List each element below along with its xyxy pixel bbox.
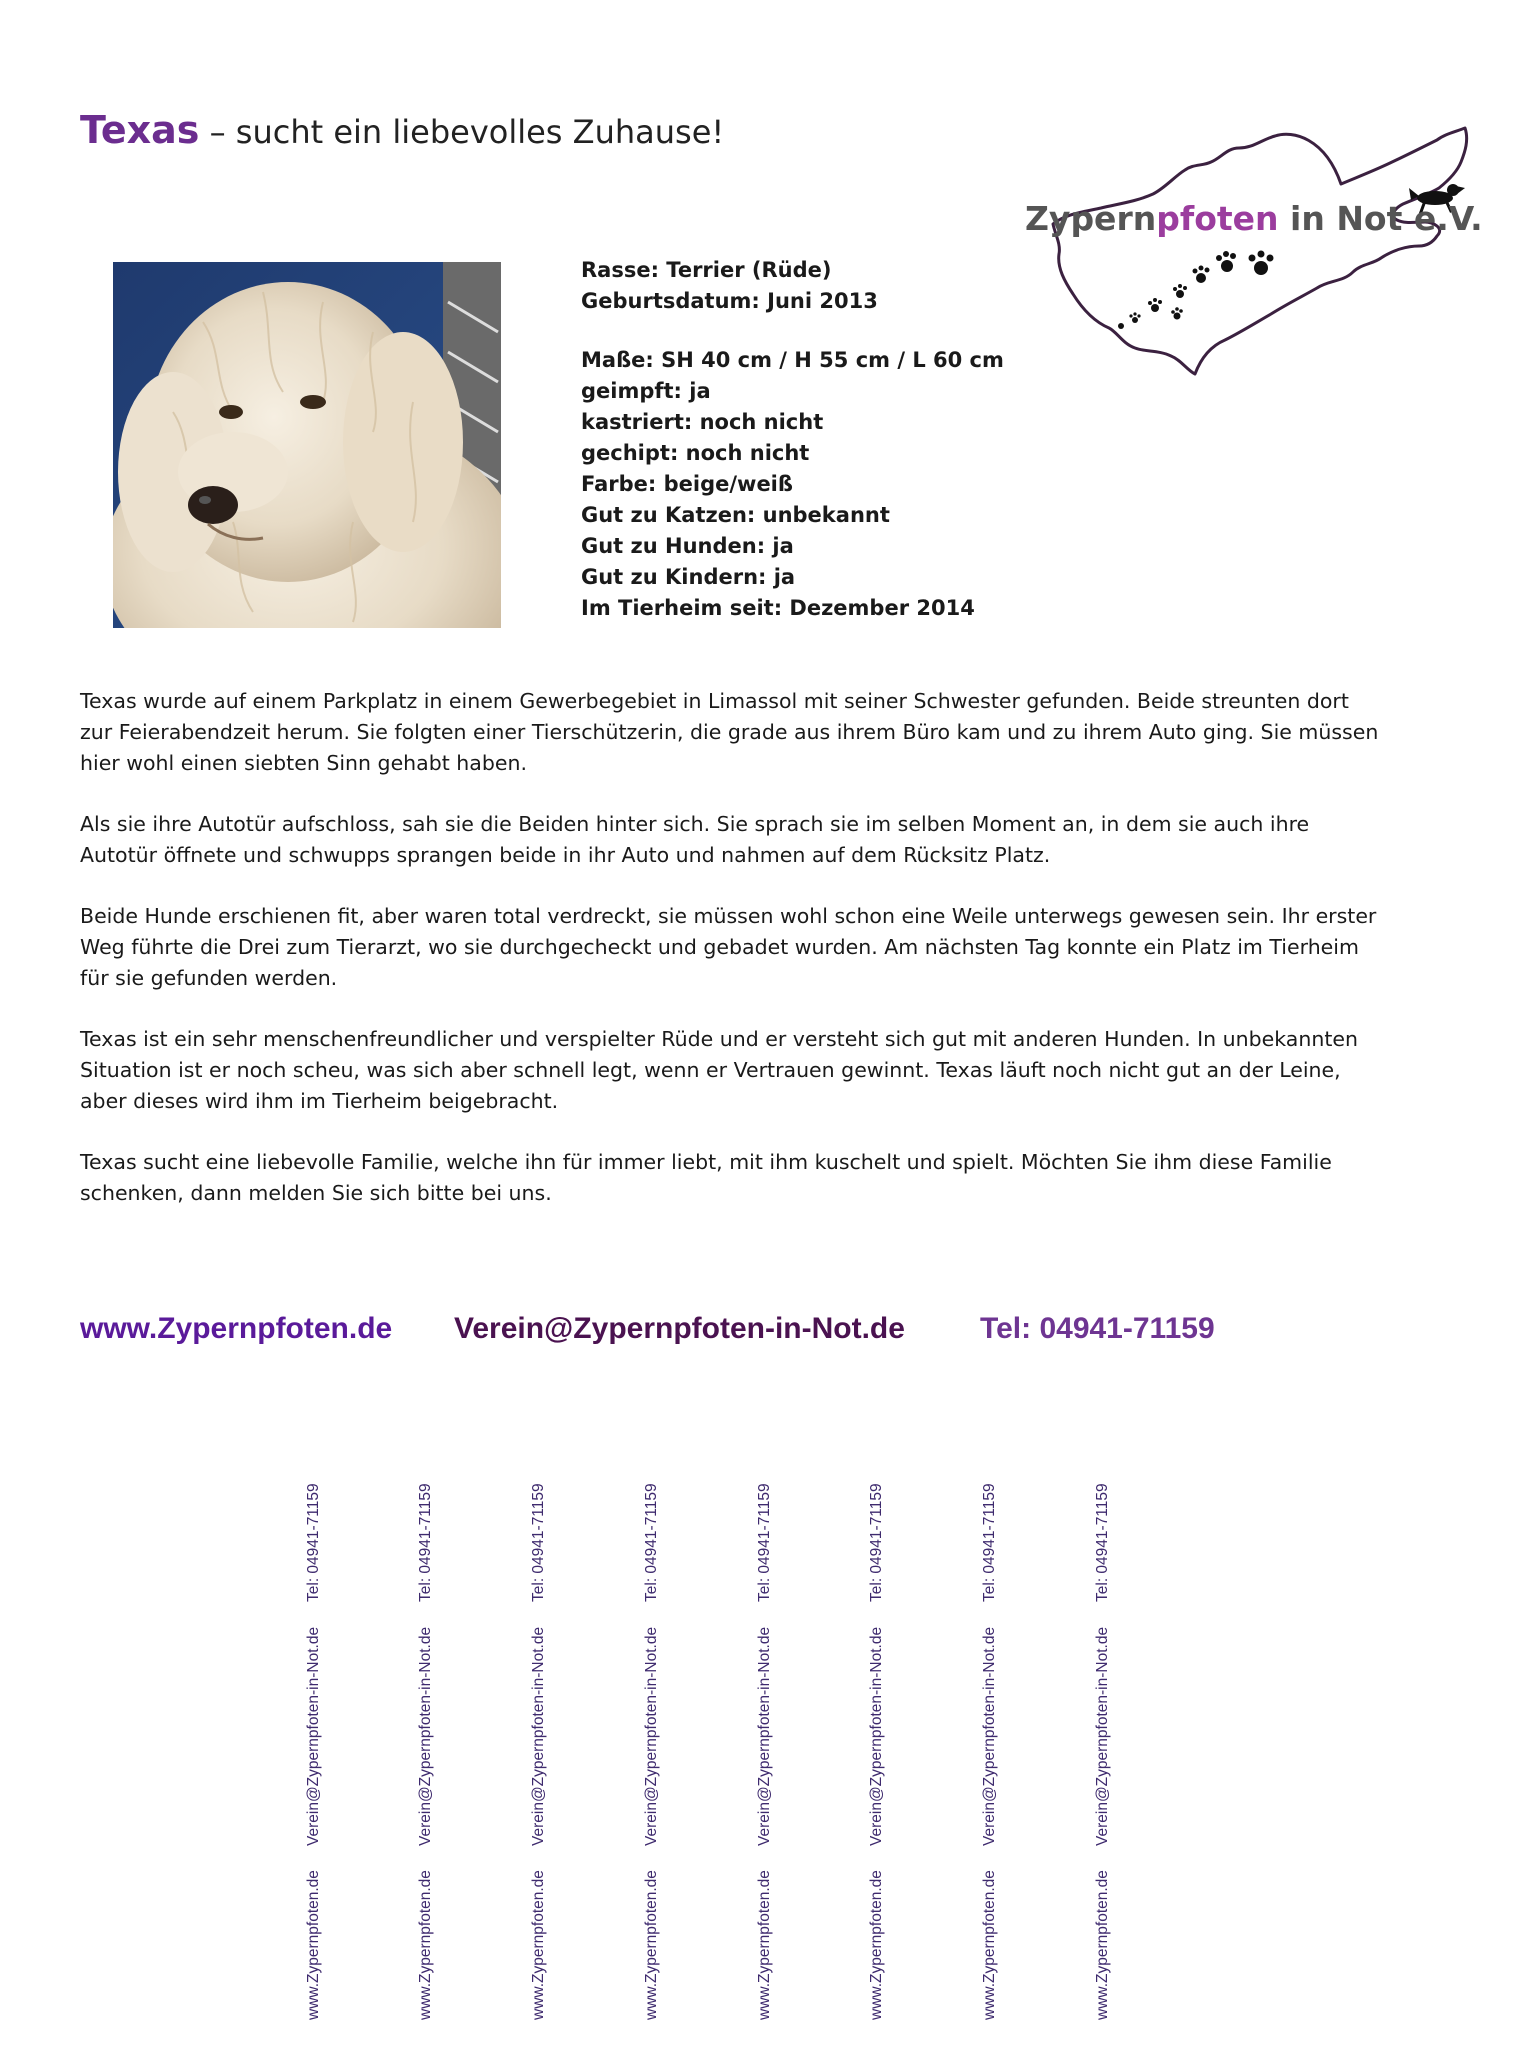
story-paragraph: Texas ist ein sehr menschenfreundlicher und verspielter Rüde und er versteht sich gut mit anderen Hunden. In unbekannten Situation ist er noch scheu, was sich aber schnell legt, wenn er Vertrauen gewinnt. Texas läuft noch nicht gut an der Leine, aber dieses wird ihm im Tierheim beigebracht. xyxy=(80,1027,1358,1113)
strip-tel: Tel: 04941-71159 xyxy=(1094,1483,1111,1602)
white-terrier-dog-icon xyxy=(113,262,501,628)
paw-prints-icon xyxy=(1118,251,1274,330)
dog-facts xyxy=(581,255,1004,624)
fact-hunden: Gut zu Hunden: ja xyxy=(581,534,794,558)
logo-text-pfoten: pfoten xyxy=(1156,199,1279,238)
page-title xyxy=(80,108,724,152)
facts-spacer xyxy=(581,317,1004,345)
strip-email: Verein@Zypernpfoten-in-Not.de xyxy=(868,1626,885,1846)
tear-off-strip[interactable] xyxy=(417,1483,441,2028)
tear-off-strip[interactable] xyxy=(1094,1483,1118,2028)
strip-website: www.Zypernpfoten.de xyxy=(530,1870,547,2020)
strip-tel: Tel: 04941-71159 xyxy=(756,1483,773,1602)
strip-website: www.Zypernpfoten.de xyxy=(868,1870,885,2020)
strip-email: Verein@Zypernpfoten-in-Not.de xyxy=(305,1626,322,1846)
strip-email: Verein@Zypernpfoten-in-Not.de xyxy=(981,1626,998,1846)
tear-off-strip[interactable] xyxy=(305,1483,329,2028)
strip-tel: Tel: 04941-71159 xyxy=(868,1483,885,1602)
tear-off-strip[interactable] xyxy=(756,1483,780,2028)
fact-farbe: Farbe: beige/weiß xyxy=(581,472,793,496)
story-paragraph: Texas sucht eine liebevolle Familie, welche ihn für immer liebt, mit ihm kuschelt und spielt. Möchten Sie ihm diese Familie schenken, dann melden Sie sich bitte bei uns. xyxy=(80,1150,1332,1205)
organization-logo xyxy=(1025,118,1480,380)
logo-text-zypern: Zypern xyxy=(1025,199,1157,238)
strip-email: Verein@Zypernpfoten-in-Not.de xyxy=(643,1626,660,1846)
fact-geburtsdatum: Geburtsdatum: Juni 2013 xyxy=(581,289,878,313)
fact-tierheim: Im Tierheim seit: Dezember 2014 xyxy=(581,596,975,620)
strip-website: www.Zypernpfoten.de xyxy=(1094,1870,1111,2020)
strip-email: Verein@Zypernpfoten-in-Not.de xyxy=(1094,1626,1111,1846)
phone-number: Tel: 04941-71159 xyxy=(980,1312,1215,1345)
fact-rasse: Rasse: Terrier (Rüde) xyxy=(581,258,832,282)
strip-email: Verein@Zypernpfoten-in-Not.de xyxy=(530,1626,547,1846)
strip-tel: Tel: 04941-71159 xyxy=(981,1483,998,1602)
tear-off-strip[interactable] xyxy=(981,1483,1005,2028)
strip-email: Verein@Zypernpfoten-in-Not.de xyxy=(756,1626,773,1846)
title-tagline: – sucht ein liebevolles Zuhause! xyxy=(199,113,725,151)
fact-kindern: Gut zu Kindern: ja xyxy=(581,565,796,589)
cyprus-map-logo-icon xyxy=(1025,118,1480,380)
strip-tel: Tel: 04941-71159 xyxy=(417,1483,434,1602)
strip-tel: Tel: 04941-71159 xyxy=(305,1483,322,1602)
logo-text-in-not: in Not e.V. xyxy=(1278,199,1480,238)
strip-email: Verein@Zypernpfoten-in-Not.de xyxy=(417,1626,434,1846)
website-link[interactable]: www.Zypernpfoten.de xyxy=(80,1312,393,1345)
email-link[interactable]: Verein@Zypernpfoten-in-Not.de xyxy=(454,1312,905,1345)
tear-off-strip[interactable] xyxy=(643,1483,667,2028)
tear-off-strip[interactable] xyxy=(868,1483,892,2028)
strip-website: www.Zypernpfoten.de xyxy=(756,1870,773,2020)
fact-masse: Maße: SH 40 cm / H 55 cm / L 60 cm xyxy=(581,348,1004,372)
strip-tel: Tel: 04941-71159 xyxy=(643,1483,660,1602)
story-paragraph: Texas wurde auf einem Parkplatz in einem Gewerbegebiet in Limassol mit seiner Schwester gefunden. Beide streunten dort zur Feierabendzeit herum. Sie folgten einer Tierschützerin, die grade aus ihrem Büro kam und zu ihrem Auto ging. Sie müssen hier wohl einen siebten Sinn gehabt haben. xyxy=(80,689,1379,775)
svg-text:Zypernpfoten in Not e.V. xyxy=(1025,199,1480,238)
dog-name: Texas xyxy=(80,108,200,152)
fact-kastriert: kastriert: noch nicht xyxy=(581,410,824,434)
strip-website: www.Zypernpfoten.de xyxy=(981,1870,998,2020)
strip-website: www.Zypernpfoten.de xyxy=(643,1870,660,2020)
strip-tel: Tel: 04941-71159 xyxy=(530,1483,547,1602)
fact-katzen: Gut zu Katzen: unbekannt xyxy=(581,503,890,527)
strip-website: www.Zypernpfoten.de xyxy=(417,1870,434,2020)
fact-gechipt: gechipt: noch nicht xyxy=(581,441,810,465)
fact-geimpft: geimpft: ja xyxy=(581,379,711,403)
tear-off-strip[interactable] xyxy=(530,1483,554,2028)
dog-story xyxy=(80,686,1380,1239)
tear-off-strips xyxy=(0,1483,1536,2028)
strip-website: www.Zypernpfoten.de xyxy=(305,1870,322,2020)
story-paragraph: Als sie ihre Autotür aufschloss, sah sie die Beiden hinter sich. Sie sprach sie im selben Moment an, in dem sie auch ihre Autotür öffnete und schwupps sprangen beide in ihr Auto und nahmen auf dem Rücksitz Platz. xyxy=(80,812,1310,867)
story-paragraph: Beide Hunde erschienen fit, aber waren total verdreckt, sie müssen wohl schon eine Weile unterwegs gewesen sein. Ihr erster Weg führte die Drei zum Tierarzt, wo sie durchgecheckt und gebadet wurden. Am nächsten Tag konnte ein Platz im Tierheim für sie gefunden werden. xyxy=(80,904,1377,990)
dog-photo xyxy=(113,262,501,628)
